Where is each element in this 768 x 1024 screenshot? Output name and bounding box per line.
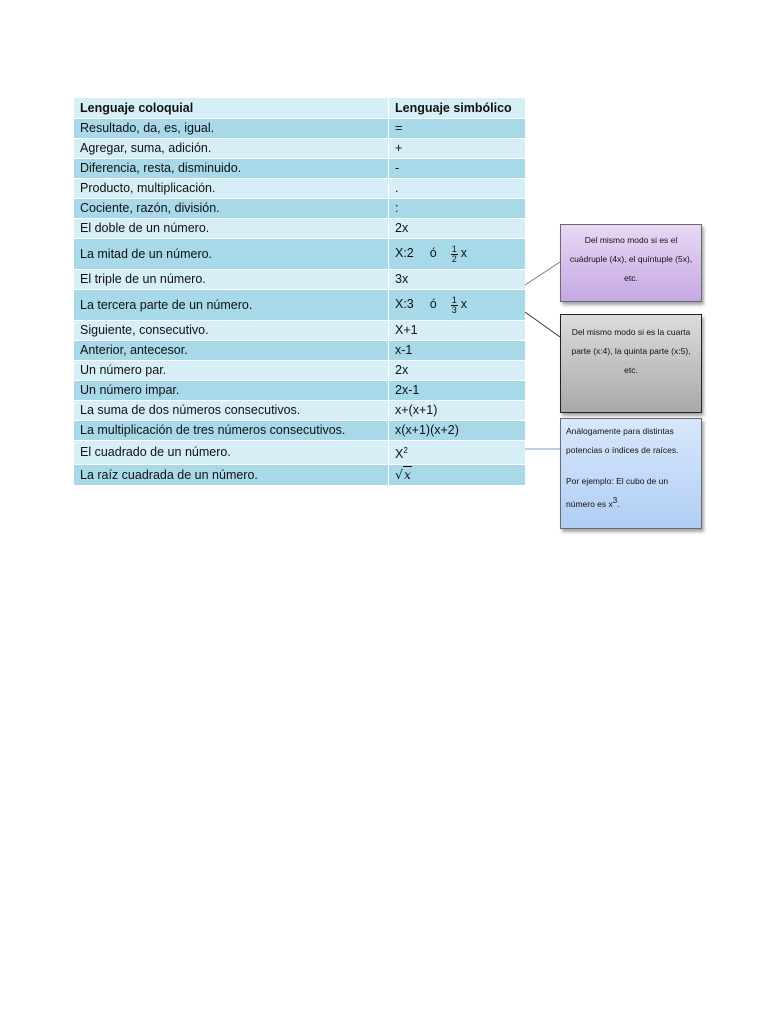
fraction-numerator: 1 [451, 294, 457, 305]
fraction-variable: x [460, 246, 467, 261]
cell-coloquial: El cuadrado de un número. [74, 441, 389, 465]
connector-note1 [525, 262, 560, 285]
square-root-icon: √ [395, 467, 403, 483]
header-simbolico: Lenguaje simbólico [389, 98, 526, 119]
cell-simbolico: + [389, 139, 526, 159]
cell-simbolico: 2x [389, 361, 526, 381]
cell-coloquial: Diferencia, resta, disminuido. [74, 159, 389, 179]
cell-coloquial: La multiplicación de tres números consecutivos. [74, 421, 389, 441]
cell-simbolico: : [389, 199, 526, 219]
note-powers-example [566, 472, 696, 514]
connector-note2 [525, 312, 560, 337]
cell-coloquial: Anterior, antecesor. [74, 341, 389, 361]
fraction-denominator: 3 [451, 304, 457, 315]
square-root-argument: x [403, 467, 412, 483]
cell-simbolico: X+1 [389, 321, 526, 341]
cell-coloquial: El doble de un número. [74, 219, 389, 239]
power-exponent: 2 [403, 446, 408, 455]
cell-simbolico: 3x [389, 270, 526, 290]
cell-coloquial: Resultado, da, es, igual. [74, 119, 389, 139]
power-base: X [395, 447, 404, 462]
cell-simbolico: x(x+1)(x+2) [389, 421, 526, 441]
note-fractions: Del mismo modo si es la cuarta parte (x:4), la quinta parte (x:5), etc. [560, 314, 702, 413]
cell-coloquial: La raíz cuadrada de un número. [74, 465, 389, 486]
cell-coloquial: La mitad de un número. [74, 239, 389, 270]
fraction-variable: x [460, 297, 467, 312]
cell-coloquial: La suma de dos números consecutivos. [74, 401, 389, 421]
header-coloquial: Lenguaje coloquial [74, 98, 389, 119]
cell-simbolico: 2x [389, 219, 526, 239]
note-powers-example-text: Por ejemplo: El cubo de un número es x [566, 476, 669, 509]
note-powers [560, 418, 702, 529]
fraction-denominator: 2 [451, 253, 457, 264]
cell-simbolico: 2x-1 [389, 381, 526, 401]
cell-simbolico: x+(x+1) [389, 401, 526, 421]
note-multiples: Del mismo modo si es el cuádruple (4x), el quíntuple (5x), etc. [560, 224, 702, 302]
note-powers-exponent: 3 [612, 496, 618, 505]
fraction-numerator: 1 [451, 243, 457, 254]
cell-coloquial: Un número par. [74, 361, 389, 381]
cell-coloquial: La tercera parte de un número. [74, 290, 389, 321]
note-powers-text: Análogamente para distintas potencias o índices de raíces. [566, 426, 679, 455]
cell-coloquial: Siguiente, consecutivo. [74, 321, 389, 341]
division-expression: X:2 [395, 246, 414, 261]
or-separator: ó [429, 297, 437, 312]
division-expression: X:3 [395, 297, 414, 312]
cell-simbolico: - [389, 159, 526, 179]
or-separator: ó [429, 246, 437, 261]
cell-simbolico: . [389, 179, 526, 199]
cell-coloquial: Agregar, suma, adición. [74, 139, 389, 159]
cell-coloquial: Producto, multiplicación. [74, 179, 389, 199]
note-powers-end: . [617, 498, 620, 509]
cell-simbolico: x-1 [389, 341, 526, 361]
cell-coloquial: Cociente, razón, división. [74, 199, 389, 219]
cell-coloquial: Un número impar. [74, 381, 389, 401]
cell-simbolico: = [389, 119, 526, 139]
cell-coloquial: El triple de un número. [74, 270, 389, 290]
